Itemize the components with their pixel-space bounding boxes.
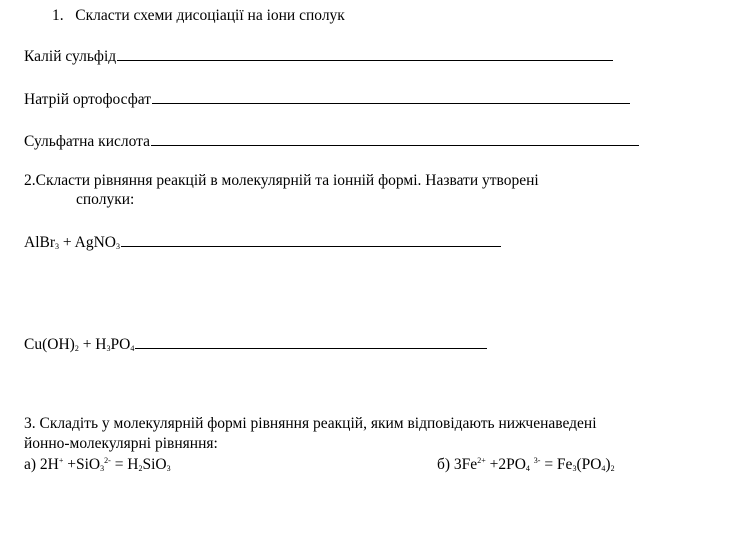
task3-equation-b [437, 456, 615, 474]
formula-part: (PO [576, 456, 602, 473]
item-label: Натрій ортофосфат [24, 91, 152, 108]
formula-part: + AgNO [59, 234, 116, 251]
formula-part: PO [110, 336, 131, 353]
formula-part: SiO [142, 456, 167, 473]
subscript: 2 [138, 464, 143, 473]
answer-blank[interactable] [117, 46, 613, 61]
task2-reaction-1 [24, 232, 501, 252]
subscript: 3 [115, 242, 120, 251]
answer-blank[interactable] [152, 89, 630, 104]
task3-heading-line2: йонно-молекулярні рівняння: [24, 435, 218, 452]
answer-blank[interactable] [135, 334, 487, 349]
superscript: 2+ [477, 456, 486, 465]
item-label: Сульфатна кислота [24, 133, 150, 150]
subscript: 3 [55, 242, 59, 251]
superscript: + [58, 456, 64, 465]
subscript: 4 [601, 464, 606, 473]
formula-part: а) 2H [24, 456, 59, 473]
task2-reaction-2 [24, 334, 487, 354]
subscript: 3 [572, 464, 577, 473]
subscript: 4 [130, 344, 135, 353]
task1-item-3 [24, 131, 639, 151]
formula-part: Cu(OH) [24, 336, 75, 353]
subscript: 2 [610, 464, 615, 473]
task3-equation-a [24, 456, 171, 474]
superscript: 3- [533, 456, 541, 465]
subscript: 2 [74, 344, 79, 353]
task1-heading-text: Скласти схеми дисоціації на іони сполук [75, 7, 345, 24]
subscript: 4 [525, 464, 530, 473]
task2-heading-line2: сполуки: [76, 191, 135, 208]
task2-heading-line1: 2.Скласти рівняння реакцій в молекулярній та іонній формі. Назвати утворені [24, 172, 539, 189]
formula-part: = H [110, 456, 139, 473]
task3-heading-line1: 3. Складіть у молекулярній формі рівняння реакцій, яким відповідають нижченаведені [24, 415, 597, 432]
formula-part: +SiO [63, 456, 101, 473]
subscript: 3 [100, 464, 105, 473]
subscript: 3 [106, 344, 111, 353]
formula-part: ) [605, 456, 611, 473]
task1-item-2 [24, 89, 630, 109]
answer-blank[interactable] [151, 131, 639, 146]
task1-heading [52, 7, 345, 25]
subscript: 3 [166, 464, 171, 473]
task1-number: 1. [52, 7, 64, 24]
formula-part: б) 3Fe [437, 456, 478, 473]
formula-part: = Fe [540, 456, 573, 473]
formula-part: +2PO [485, 456, 526, 473]
task1-item-1 [24, 46, 613, 66]
formula-part: + H [78, 336, 107, 353]
answer-blank[interactable] [121, 232, 501, 247]
item-label: Калій сульфід [24, 48, 117, 65]
formula-part: AlBr [24, 234, 55, 251]
superscript: 2- [104, 456, 111, 465]
